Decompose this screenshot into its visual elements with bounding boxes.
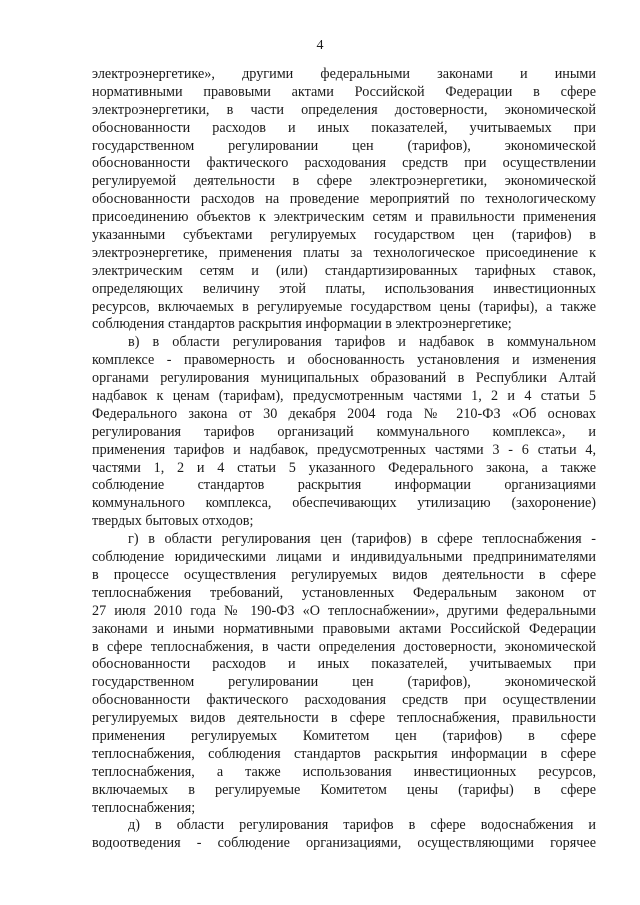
- text-line: соблюдение юридическими лицами и индивидуальными предпринимателями: [92, 549, 596, 566]
- text-line: электрическим сетям и (или) стандартизированных тарифных ставок,: [92, 262, 596, 279]
- text-line: в) в области регулирования тарифов и надбавок в коммунальном: [128, 334, 596, 351]
- text-line: электроэнергетике, применения платы за технологическое присоединение к: [92, 244, 596, 261]
- text-line: электроэнергетики, в части определения достоверности, экономической: [92, 101, 596, 118]
- text-line: нормативными правовыми актами Российской Федерации в сфере: [92, 83, 596, 100]
- text-line: обоснованности расходов и иных показателей, учитываемых при: [92, 656, 596, 673]
- page-number: 4: [316, 38, 324, 53]
- paragraph-v: [92, 334, 596, 531]
- text-line: применения регулируемых Комитетом цен (тарифов) в сфере: [92, 727, 596, 744]
- document-body: [92, 66, 596, 853]
- text-line: коммунального комплекса, обеспечивающих утилизацию (захоронение): [92, 495, 596, 512]
- text-line: регулирования тарифов организаций коммунального комплекса», и: [92, 423, 596, 440]
- text-line: Федерального закона от 30 декабря 2004 года № 210-ФЗ «Об основах: [92, 405, 596, 422]
- text-line: 27 июля 2010 года № 190-ФЗ «О теплоснабжении», другими федеральными: [92, 602, 596, 619]
- text-line: обоснованности расходов и иных показателей, учитываемых при: [92, 119, 596, 136]
- text-line: соблюдения стандартов раскрытия информации в электроэнергетике;: [92, 316, 512, 333]
- text-line: указанными субъектами регулируемых государством цен (тарифов) в: [92, 227, 596, 244]
- text-line: в сфере теплоснабжения, в части определения достоверности, экономической: [92, 638, 596, 655]
- text-line: теплоснабжения;: [92, 799, 196, 816]
- text-line: включаемых в регулируемые Комитетом цены (тарифы) в сфере: [92, 781, 596, 798]
- text-line: применения тарифов и надбавок, предусмотренных частями 3 - 6 статьи 4,: [92, 441, 596, 458]
- text-line: электроэнергетике», другими федеральными законами и иными: [92, 66, 596, 82]
- text-line: определяющих величину этой платы, использования инвестиционных: [92, 280, 596, 297]
- text-line: обоснованности расходов на проведение мероприятий по технологическому: [92, 191, 596, 208]
- text-line: теплоснабжения, соблюдения стандартов раскрытия информации в сфере: [92, 745, 596, 762]
- text-line: обоснованности фактического расходования средств при осуществлении: [92, 692, 596, 709]
- paragraph-continued: [92, 66, 596, 334]
- text-line: регулируемых видов деятельности в сфере теплоснабжения, правильности: [92, 710, 596, 727]
- text-line: соблюдение стандартов раскрытия информации организациями: [92, 477, 596, 494]
- text-line: теплоснабжения требований, установленных Федеральным законом от: [92, 584, 596, 601]
- text-line: ресурсов, включаемых в регулируемые государством цены (тарифы), а также: [92, 298, 596, 315]
- text-line: частями 1, 2 и 4 статьи 5 указанного Федерального закона, а также: [92, 459, 596, 476]
- text-line: твердых бытовых отходов;: [92, 513, 254, 530]
- text-line: регулируемой деятельности в сфере электроэнергетики, экономической: [92, 173, 596, 190]
- text-line: органами регулирования муниципальных образований в Республики Алтай: [92, 370, 596, 387]
- text-line: д) в области регулирования тарифов в сфере водоснабжения и: [128, 817, 596, 834]
- text-line: обоснованности фактического расходования средств при осуществлении: [92, 155, 596, 172]
- text-line: присоединению объектов к электрическим сетям и правильности применения: [92, 209, 596, 226]
- text-line: водоотведения - соблюдение организациями, осуществляющими горячее: [92, 835, 596, 852]
- text-line: государственном регулировании цен (тарифов), экономической: [92, 674, 596, 691]
- text-line: законами и иными нормативными правовыми актами Российской Федерации: [92, 620, 596, 637]
- text-line: г) в области регулирования цен (тарифов) в сфере теплоснабжения -: [128, 531, 596, 548]
- text-line: государственном регулировании цен (тарифов), экономической: [92, 137, 596, 154]
- paragraph-g: [92, 531, 596, 817]
- text-line: теплоснабжения, а также использования инвестиционных ресурсов,: [92, 763, 596, 780]
- paragraph-d: [92, 817, 596, 853]
- text-line: надбавок к ценам (тарифам), предусмотренным частями 1, 2 и 4 статьи 5: [92, 388, 596, 405]
- text-line: комплексе - правомерность и обоснованность установления и изменения: [92, 352, 596, 369]
- text-line: в процессе осуществления регулируемых видов деятельности в сфере: [92, 566, 596, 583]
